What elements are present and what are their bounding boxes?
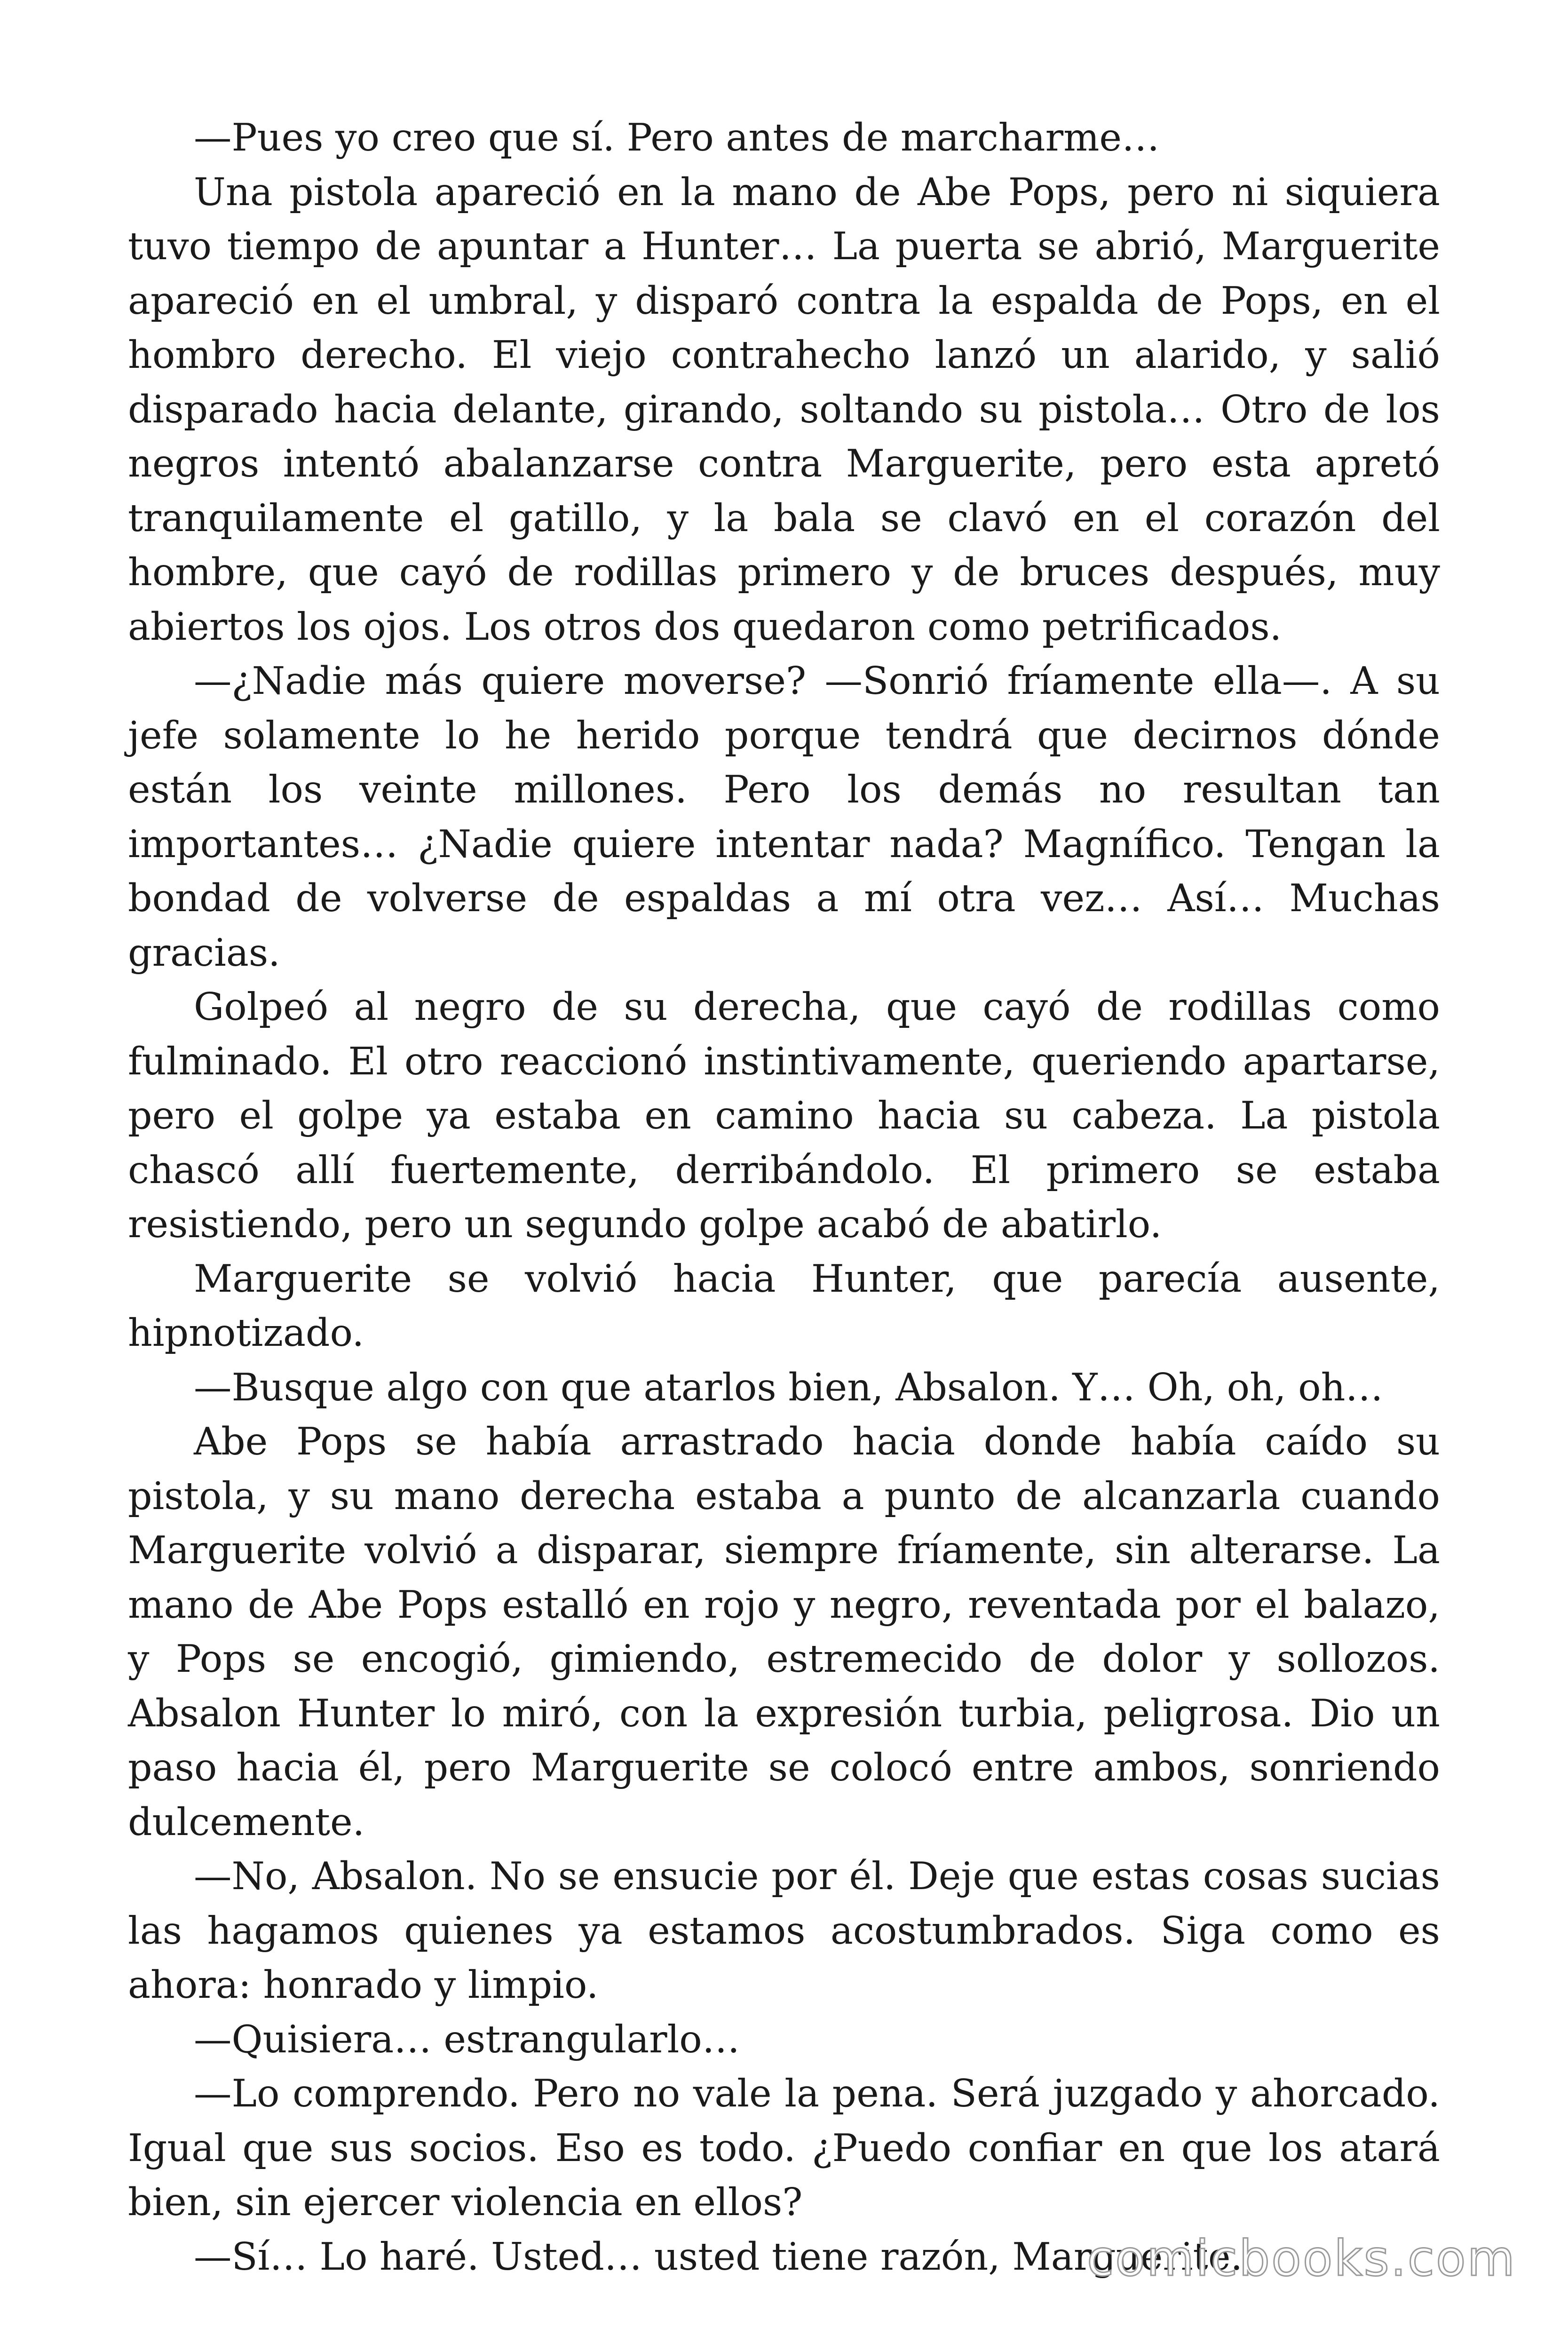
body-text (128, 111, 1440, 2284)
paragraph: Golpeó al negro de su derecha, que cayó de rodillas como fulminado. El otro reaccionó instintivamente, queriendo apartarse, pero el golpe ya estaba en camino hacia su cabeza. La pistola chascó allí fuertemente, derribándolo. El primero se estaba resistiendo, pero un segundo golpe acabó de abatirlo. (128, 985, 1440, 1246)
paragraph: —¿Nadie más quiere moverse? —Sonrió fríamente ella—. A su jefe solamente lo he herido porque tendrá que decirnos dónde están los veinte millones. Pero los demás no resultan tan importantes… ¿Nadie quiere intentar nada? Magnífico. Tengan la bondad de volverse de espaldas a mí otra vez… Así… Muchas gracias. (128, 659, 1440, 975)
paragraph: —No, Absalon. No se ensucie por él. Deje que estas cosas sucias las hagamos quienes ya estamos acostumbrados. Siga como es ahora: honrado y limpio. (128, 1854, 1440, 2007)
watermark: comicbooks.com (1086, 2230, 1516, 2287)
paragraph: —Lo comprendo. Pero no vale la pena. Será juzgado y ahorcado. Igual que sus socios. Eso es todo. ¿Puedo confiar en que los atará bien, sin ejercer violencia en ellos? (128, 2071, 1440, 2224)
paragraph: Una pistola apareció en la mano de Abe Pops, pero ni siquiera tuvo tiempo de apuntar a Hunter… La puerta se abrió, Marguerite apareció en el umbral, y disparó contra la espalda de Pops, en el hombro derecho. El viejo contrahecho lanzó un alarido, y salió disparado hacia delante, girando, soltando su pistola… Otro de los negros intentó abalanzarse contra Marguerite, pero esta apretó tranquilamente el gatillo, y la bala se clavó en el corazón del hombre, que cayó de rodillas primero y de bruces después, muy abiertos los ojos. Los otros dos quedaron como petrificados. (128, 169, 1440, 649)
paragraph: Abe Pops se había arrastrado hacia donde había caído su pistola, y su mano derecha estaba a punto de alcanzarla cuando Marguerite volvió a disparar, siempre fríamente, sin alterarse. La mano de Abe Pops estalló en rojo y negro, reventada por el balazo, y Pops se encogió, gimiendo, estremecido de dolor y sollozos. Absalon Hunter lo miró, con la expresión turbia, peligrosa. Dio un paso hacia él, pero Marguerite se colocó entre ambos, sonriendo dulcemente. (128, 1419, 1440, 1844)
paragraph: —Pues yo creo que sí. Pero antes de marcharme… (194, 115, 1160, 159)
paragraph: Marguerite se volvió hacia Hunter, que parecía ausente, hipnotizado. (128, 1256, 1440, 1355)
paragraph: —Quisiera… estrangularlo… (194, 2017, 740, 2061)
paragraph: —Busque algo con que atarlos bien, Absalon. Y… Oh, oh, oh… (194, 1365, 1383, 1409)
paragraph: —Sí… Lo haré. Usted… usted tiene razón, Marguerite. (194, 2234, 1243, 2279)
